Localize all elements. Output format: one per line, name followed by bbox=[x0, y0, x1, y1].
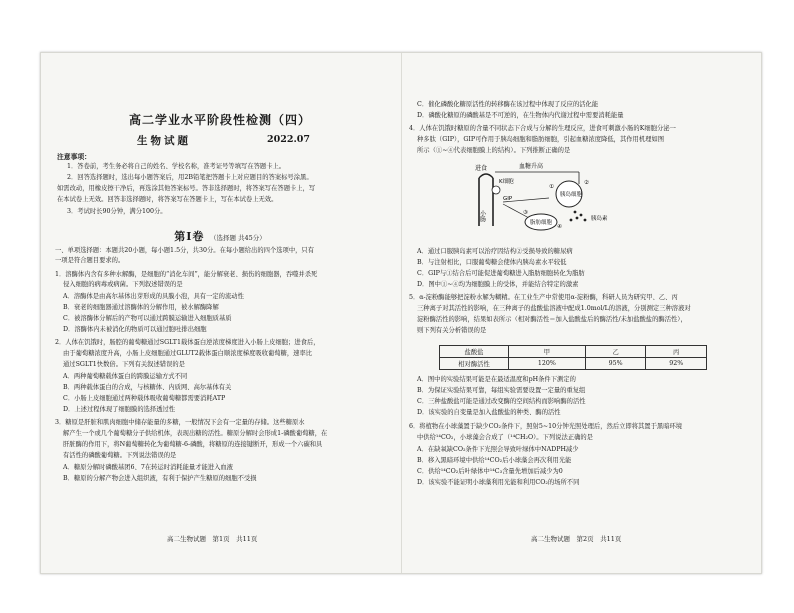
insulin-dots bbox=[570, 211, 587, 222]
table-header-cell: 乙 bbox=[585, 346, 646, 358]
option-line: B．与注射相比，口服葡萄糖会使体内胰岛素水平较低 bbox=[417, 259, 567, 266]
question-line: 淀粉酶活性的影响，结果如表所示（相对酶活性＝加入盐酸盐后的酶活性/未加盐酸盐的酶活性）， bbox=[417, 316, 687, 323]
page-fold-divider bbox=[401, 53, 402, 573]
option-line: C．供给¹⁴CO₂后叶绿体中¹⁴C₃含量先增加后减少为0 bbox=[417, 468, 563, 475]
option-line: C．三种盐酸盐可能是通过改变酶的空间结构而影响酶的活性 bbox=[417, 398, 586, 405]
table-row-label: 相对酶活性 bbox=[440, 358, 509, 370]
table-row bbox=[440, 358, 707, 370]
option-line: A．在缺氧缺CO₂条件下光照会导致叶绿体中NADPH减少 bbox=[417, 446, 579, 453]
question-line: 有活性的磷酸葡萄糖。下列说法错误的是 bbox=[63, 452, 177, 459]
question-line: 1．溶酶体内含有多种水解酶，是细胞的“消化车间”，能分解衰老、损伤的细胞器，吞噬并杀死 bbox=[55, 271, 318, 278]
notice-line: 在本试卷上无效。回答非选择题时，将答案写在答题卡上，写在本试卷上无效。 bbox=[57, 196, 278, 203]
table-header-cell: 丙 bbox=[646, 346, 707, 358]
question-line: 3．糖原是肝脏和肌肉细胞中储存能量的多糖，一般情况下会有一定量的存储。这些糖原水 bbox=[55, 419, 305, 426]
option-line: C．GIP与①结合后可能促进葡萄糖进入脂肪细胞转化为脂肪 bbox=[417, 270, 585, 277]
option-line: A．溶酶体是由高尔基体出芽形成的具膜小泡，具有一定的流动性 bbox=[63, 293, 244, 300]
option-line: A．通过口服胰岛素可以治疗因结构②受损导致的糖尿病 bbox=[417, 248, 573, 255]
intestine-label: 小肠 bbox=[478, 210, 486, 222]
notice-line: 3．考试时长90分钟，满分100分。 bbox=[67, 208, 167, 215]
option-line: B．移入黑暗环境中供给¹⁴CO₂后小球藻会再次利用光能 bbox=[417, 457, 572, 464]
structure-2-label: ② bbox=[584, 180, 589, 186]
option-line: D．溶酶体内未被消化的物质可以通过胞吐排出细胞 bbox=[63, 326, 207, 333]
option-line: D．磷酸化糖原的磷酸基是不可逆的，在生物体内代谢过程中需要消耗能量 bbox=[417, 112, 624, 119]
question-line: 种多肽（GIP），GIP可作用于胰岛细胞和脂肪细胞，引起血糖浓度降低，其作用机理如图 bbox=[417, 136, 665, 143]
blood-glucose-label: 血糖升高 bbox=[519, 163, 544, 170]
option-line: C．小肠上皮细胞通过两种载体吸收葡萄糖都需要消耗ATP bbox=[63, 395, 226, 402]
part1-heading bbox=[41, 225, 399, 244]
page-right bbox=[403, 53, 761, 573]
enzyme-activity-table bbox=[439, 345, 707, 370]
question-line: 所示（①~④代表细胞膜上的结构）。下列推断正确的是 bbox=[417, 147, 571, 154]
notice-heading: 注意事项： bbox=[57, 153, 91, 161]
question-line: 一项是符合题目要求的。 bbox=[55, 257, 125, 264]
question-line: 一、单项选择题：本题共20小题，每小题1.5分，共30分。在每小题给出的四个选项中，只有 bbox=[55, 247, 315, 254]
question-line: 通过SGLT1快数倍。下列有关叙述错误的是 bbox=[63, 361, 185, 368]
question-line: 三种离子对其活性的影响，在三种离子的盐酸盐溶液中配成1.0mol/L的溶液，分别测定三种溶液对 bbox=[417, 305, 691, 312]
exam-title: 高二学业水平阶段性检测（四） bbox=[128, 113, 311, 127]
question-line: 由于葡萄糖浓度升高，小肠上皮细胞通过GLUT2载体蛋白顺浓度梯度吸收葡萄糖，速率比 bbox=[63, 350, 313, 357]
option-line: C．催化磷酸化糖原活性的转移酶在该过程中体现了反应的活化能 bbox=[417, 101, 599, 108]
question-line: 解产生一个或几个葡萄糖分子供给机体，表现出糖的活性。糖原分解时会形成1-磷酸葡萄糖，在 bbox=[63, 430, 328, 437]
structure-1-label: ① bbox=[549, 184, 554, 190]
option-line: A．图中的实验结果可能是在最适温度和pH条件下测定的 bbox=[417, 376, 576, 383]
table-row bbox=[440, 346, 707, 358]
question-line: 肝脏酶的作用下，将N葡萄糖转化为葡萄糖-6-磷酸，将糖原的连接键断开，形成一个六碳和具 bbox=[63, 441, 323, 448]
eat-label: 进食 bbox=[475, 165, 488, 172]
question-line: 则下列有关分析错误的是 bbox=[417, 327, 487, 334]
page-footer-right: 高二生物试题 第2页 共11页 bbox=[531, 535, 622, 543]
notice-line: 如需改动，用橡皮擦干净后，再选涂其他答案标号。答非选择题时，将答案写在答题卡上，写 bbox=[57, 185, 316, 192]
notice-line: 1．答卷前，考生务必将自己的姓名、学校名称，准考证号等填写在答题卡上。 bbox=[67, 163, 286, 170]
option-line: D．该实验的自变量是加入盐酸盐的种类、酶的活性 bbox=[417, 409, 561, 416]
exam-subject: 生物试题 bbox=[137, 135, 191, 147]
table-header-cell: 甲 bbox=[509, 346, 586, 358]
option-line: B．衰老的细胞器通过溶酶体的分解作用，被水解酶降解 bbox=[63, 304, 219, 311]
k-cell-label: K细胞 bbox=[499, 179, 514, 185]
part1-title: 第Ⅰ卷 bbox=[174, 230, 205, 243]
table-cell: 95% bbox=[585, 358, 646, 370]
page-left bbox=[41, 53, 399, 573]
insulin-label: 胰岛素 bbox=[591, 216, 608, 222]
question-line: 6．将植物在小球藻置于缺少CO₂条件下，照射5~10分钟光照处理后，然后立即将其置于黑暗环境 bbox=[409, 423, 683, 430]
table-header-cell: 盐酸盐 bbox=[440, 346, 509, 358]
structure-4-label: ④ bbox=[557, 224, 562, 230]
question-line: 中供给¹⁴CO₂，小球藻会合成了（¹⁴CH₂O）。下列说法正确的是 bbox=[417, 434, 593, 441]
page-footer-left: 高二生物试题 第1页 共11页 bbox=[167, 535, 258, 543]
question-line: 4．人体在饥饿时糖原的含量不同状态下合成与分解的生理反应，进食可刺激小肠的K细胞分泌一 bbox=[409, 125, 676, 132]
table-cell: 120% bbox=[509, 358, 586, 370]
option-line: D．图中①~④均为细胞膜上的受体，并能结合特定的激素 bbox=[417, 281, 579, 288]
gip-mechanism-diagram bbox=[459, 160, 649, 232]
islet-cell-label: 胰岛细胞 bbox=[560, 192, 583, 198]
gip-label: GIP bbox=[503, 196, 513, 202]
option-line: C．被溶酶体分解后的产物可以通过跨膜运输进入细胞质基质 bbox=[63, 315, 232, 322]
part1-note: （选择题 共45分） bbox=[209, 234, 266, 242]
k-cell-shape bbox=[492, 186, 500, 194]
question-line: 侵入细胞的病毒或病菌。下列叙述错误的是 bbox=[63, 281, 183, 288]
option-line: B．两种载体蛋白的合成，与核糖体、内质网、高尔基体有关 bbox=[63, 384, 232, 391]
structure-3-label: ③ bbox=[523, 210, 528, 216]
option-line: D．上述过程体现了细胞膜的选择透过性 bbox=[63, 406, 176, 413]
option-line: A．糖原分解时磷酸基团6、7在转运时消耗能量才能进入血液 bbox=[63, 464, 233, 471]
exam-sheet bbox=[40, 52, 762, 574]
table-cell: 92% bbox=[646, 358, 707, 370]
option-line: D．该实验不能证明小球藻利用光能和利用CO₂的场所不同 bbox=[417, 479, 580, 486]
option-line: B．为保证实验结果可靠，每组实验需要设置一定量的重复组 bbox=[417, 387, 586, 394]
question-line: 5．α-淀粉酶能够把淀粉水解为糊精。在工业生产中常使用α-淀粉酶，科研人员为研究甲、乙、丙 bbox=[409, 294, 678, 301]
question-line: 2．人体在饥饿时，肠腔的葡萄糖通过SGLT1载体蛋白逆浓度梯度进入小肠上皮细胞；进食后， bbox=[55, 339, 320, 346]
fat-cell-label: 脂肪细胞 bbox=[530, 220, 553, 226]
notice-line: 2．回答选择题时，选出每小题答案后，用2B铅笔把答题卡上对应题目的答案标号涂黑。 bbox=[67, 174, 313, 181]
option-line: B．糖原的分解产物会进入组织液，有利于保护产生糖原的细胞不受损 bbox=[63, 475, 257, 482]
option-line: A．两种葡萄糖载体蛋白的跨膜运输方式不同 bbox=[63, 373, 188, 380]
exam-date: 2022.07 bbox=[267, 134, 310, 145]
